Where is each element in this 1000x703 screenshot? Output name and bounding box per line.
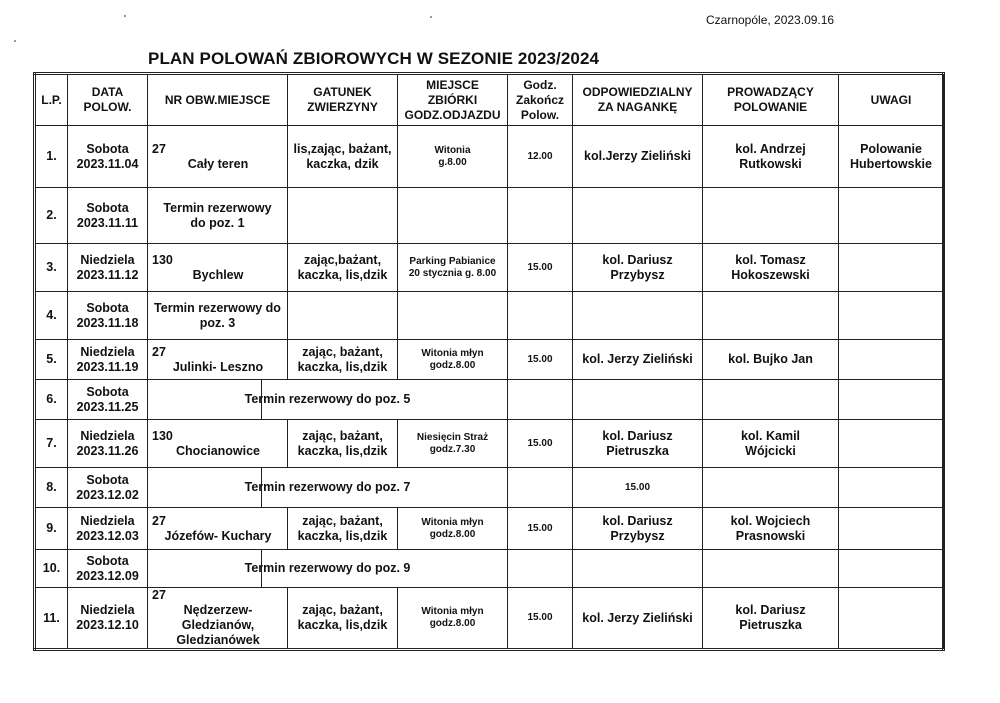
header-data: DATA POLOW. (68, 74, 148, 126)
meeting-point (508, 468, 573, 508)
row-number (35, 188, 68, 244)
row-number (35, 126, 68, 188)
hunt-date (68, 508, 148, 550)
hunt-leader (703, 340, 839, 380)
hunt-date-text: Sobota (86, 141, 129, 156)
meeting-point (398, 588, 508, 650)
header-gatunek: GATUNEK ZWIERZYNY (288, 74, 398, 126)
hunt-date (68, 380, 148, 420)
responsible (573, 126, 703, 188)
reserve-note (148, 188, 288, 244)
reserve-note (148, 380, 508, 420)
hunt-date (68, 420, 148, 468)
row-number (35, 468, 68, 508)
meeting-point-text: Parking Pabianice (409, 255, 496, 267)
row-number-text: 9. (46, 521, 57, 535)
hunt-date-text: Niedziela (80, 428, 135, 443)
reserve-note-text: Termin rezerwowy do poz. 7 (244, 480, 411, 494)
end-time-text: 15.00 (527, 522, 553, 534)
hunt-date-text: 2023.12.09 (76, 568, 139, 583)
area-place: Chocianowice (175, 443, 261, 458)
end-time (508, 292, 573, 340)
end-time-text: 15.00 (527, 353, 553, 365)
row-number (35, 340, 68, 380)
end-time-text: 12.00 (527, 150, 553, 162)
hunt-leader (703, 244, 839, 292)
responsible (573, 420, 703, 468)
meeting-point (398, 340, 508, 380)
species (288, 244, 398, 292)
species-text: kaczka, dzik (306, 156, 379, 171)
species (288, 420, 398, 468)
row-number-text: 7. (46, 436, 57, 450)
reserve-note-text: Termin rezerwowy do poz. 9 (244, 561, 411, 575)
hunt-date-text: Niedziela (80, 344, 135, 359)
reserve-note (148, 292, 288, 340)
row-number-text: 10. (42, 561, 61, 575)
area-number: 130 (152, 428, 173, 443)
area-number: 27 (152, 588, 166, 602)
remarks (839, 292, 944, 340)
scan-speck (430, 16, 432, 18)
hunt-date-text: 2023.11.18 (76, 315, 139, 330)
responsible-text: Pietruszka (606, 443, 669, 458)
row-number-text: 4. (46, 308, 57, 322)
row-number-text: 6. (46, 392, 57, 406)
hunt-leader-text: Hokoszewski (731, 267, 810, 282)
table-row (35, 468, 944, 508)
end-time (573, 550, 703, 588)
header-uwagi: UWAGI (839, 74, 944, 126)
hunt-leader-text: kol. Bujko Jan (728, 352, 813, 366)
species (288, 588, 398, 650)
responsible-text: kol. Dariusz (602, 252, 673, 267)
row-number (35, 508, 68, 550)
hunt-leader (839, 468, 944, 508)
cell-divider (261, 380, 262, 419)
hunt-date (68, 188, 148, 244)
meeting-point-text: godz.7.30 (429, 443, 476, 455)
hunt-leader-text: kol. Kamil (740, 428, 801, 443)
hunt-area (148, 588, 288, 650)
meeting-point-text: 20 stycznia g. 8.00 (408, 267, 497, 279)
remarks (839, 508, 944, 550)
species (288, 292, 398, 340)
hunt-leader-text: kol. Andrzej (735, 141, 806, 156)
responsible (703, 550, 839, 588)
hunt-leader (839, 380, 944, 420)
table-row (35, 508, 944, 550)
header-nr: NR OBW.MIEJSCE (148, 74, 288, 126)
meeting-point-text: godz.8.00 (429, 528, 476, 540)
species-text: kaczka, lis,dzik (297, 528, 388, 543)
end-time-text: 15.00 (527, 437, 553, 449)
row-number (35, 588, 68, 650)
end-time-text: 15.00 (624, 481, 651, 493)
hunt-leader (703, 588, 839, 650)
hunt-leader (703, 420, 839, 468)
area-number: 130 (152, 252, 173, 267)
responsible-text: kol. Jerzy Zieliński (582, 610, 693, 625)
responsible-text: kol. Jerzy Zieliński (582, 352, 693, 366)
end-time (573, 468, 703, 508)
hunt-date (68, 126, 148, 188)
hunt-date (68, 340, 148, 380)
meeting-point-text: Niesięcin Straż (416, 431, 489, 443)
responsible-text: kol. Dariusz (602, 428, 673, 443)
reserve-note-text: do poz. 1 (190, 215, 245, 230)
species (288, 126, 398, 188)
header-odpowiedzialny: ODPOWIEDZIALNY ZA NAGANKĘ (573, 74, 703, 126)
hunt-date-text: 2023.11.11 (76, 215, 139, 230)
area-place: Nędzerzew- Gledzianów, Gledzianówek (176, 603, 260, 647)
meeting-point-text: godz.8.00 (429, 359, 476, 371)
hunt-date (68, 244, 148, 292)
hunt-date-text: Sobota (86, 384, 129, 399)
meeting-point-text: Witonia młyn (421, 347, 484, 359)
species (288, 188, 398, 244)
header-lp: L.P. (35, 74, 68, 126)
species-text: zając, bażant, (302, 428, 383, 443)
hunt-date (68, 588, 148, 650)
row-number (35, 420, 68, 468)
species-text: kaczka, lis,dzik (297, 618, 388, 632)
responsible (573, 244, 703, 292)
area-place: Bychlew (192, 267, 244, 282)
meeting-point-text: g.8.00 (438, 156, 467, 168)
document-date: Czarnopóle, 2023.09.16 (706, 13, 835, 27)
table-row (35, 380, 944, 420)
table-row (35, 188, 944, 244)
responsible (573, 188, 703, 244)
meeting-point-text: Witonia młyn (421, 516, 484, 528)
reserve-note-text: poz. 3 (199, 315, 236, 330)
meeting-point (508, 380, 573, 420)
species-text: kaczka, lis,dzik (297, 359, 388, 374)
responsible-text: kol. Dariusz (602, 513, 673, 528)
cell-divider (261, 468, 262, 507)
responsible (573, 588, 703, 650)
row-number-text: 2. (46, 208, 57, 222)
hunt-leader-text: kol. Tomasz (735, 252, 806, 267)
end-time (508, 188, 573, 244)
hunt-leader (703, 126, 839, 188)
row-number-text: 3. (46, 260, 57, 274)
species-text: kaczka, lis,dzik (297, 443, 388, 458)
end-time (573, 380, 703, 420)
hunt-leader (703, 292, 839, 340)
hunt-leader (703, 508, 839, 550)
hunt-leader-text: Pietruszka (739, 618, 802, 632)
row-number (35, 380, 68, 420)
hunt-date-text: 2023.11.12 (76, 267, 139, 282)
hunting-plan-table (33, 72, 945, 651)
meeting-point (398, 188, 508, 244)
hunt-date-text: Niedziela (80, 252, 135, 267)
hunt-date-text: 2023.12.03 (76, 528, 139, 543)
meeting-point (398, 420, 508, 468)
hunt-date-text: 2023.12.10 (76, 618, 139, 632)
species (288, 340, 398, 380)
meeting-point (398, 292, 508, 340)
meeting-point-text: Witonia młyn (421, 606, 484, 617)
row-number (35, 244, 68, 292)
header-godz: Godz. Zakończ Polow. (508, 74, 573, 126)
reserve-note-text: Termin rezerwowy (163, 200, 272, 215)
table-row (35, 126, 944, 188)
responsible-text: Przybysz (610, 267, 665, 282)
hunt-leader-text: Rutkowski (739, 156, 802, 171)
hunt-date (68, 292, 148, 340)
meeting-point (398, 126, 508, 188)
row-number-text: 11. (43, 610, 60, 625)
reserve-note-text: Termin rezerwowy do (154, 300, 281, 315)
hunt-date-text: Sobota (86, 300, 129, 315)
end-time-text: 15.00 (527, 612, 553, 623)
hunt-date-text: 2023.11.25 (76, 399, 139, 414)
meeting-point (398, 508, 508, 550)
end-time (508, 508, 573, 550)
species-text: lis,zając, bażant, (293, 141, 392, 156)
species-text: zając,bażant, (303, 252, 382, 267)
area-number: 27 (152, 141, 166, 156)
row-number-text: 8. (46, 480, 57, 494)
header-prowadzacy: PROWADZĄCY POLOWANIE (703, 74, 839, 126)
hunt-area (148, 126, 288, 188)
remarks-text: Hubertowskie (850, 156, 932, 171)
reserve-note (148, 550, 508, 588)
row-number (35, 550, 68, 588)
remarks (839, 420, 944, 468)
end-time (508, 340, 573, 380)
hunt-date-text: Niedziela (80, 603, 135, 617)
end-time-text: 15.00 (527, 261, 553, 273)
remarks (839, 188, 944, 244)
hunt-date-text: 2023.11.19 (76, 359, 139, 374)
table-row (35, 588, 944, 650)
remarks (839, 588, 944, 650)
hunt-date (68, 468, 148, 508)
scan-speck (124, 15, 126, 17)
end-time (508, 126, 573, 188)
header-miejsce: MIEJSCE ZBIÓRKI GODZ.ODJAZDU (398, 74, 508, 126)
hunt-date-text: Sobota (86, 200, 129, 215)
species-text: zając, bażant, (302, 513, 383, 528)
hunt-leader (839, 550, 944, 588)
area-place: Józefów- Kuchary (164, 528, 272, 543)
document-title: PLAN POLOWAŃ ZBIOROWYCH W SEZONIE 2023/2024 (148, 49, 600, 68)
remarks (839, 244, 944, 292)
hunt-date-text: 2023.11.26 (76, 443, 139, 458)
responsible (573, 508, 703, 550)
hunt-date (68, 550, 148, 588)
hunt-leader-text: kol. Wojciech (730, 513, 811, 528)
remarks (839, 340, 944, 380)
end-time (508, 244, 573, 292)
reserve-note-text: Termin rezerwowy do poz. 5 (244, 392, 411, 406)
area-place: Julinki- Leszno (172, 359, 264, 374)
meeting-point-text: Witonia (434, 144, 471, 156)
area-number: 27 (152, 344, 166, 359)
end-time (508, 420, 573, 468)
meeting-point (398, 244, 508, 292)
meeting-point (508, 550, 573, 588)
responsible-text: kol.Jerzy Zieliński (584, 149, 691, 163)
responsible (573, 340, 703, 380)
table-row (35, 292, 944, 340)
hunt-date-text: Sobota (86, 553, 129, 568)
species (288, 508, 398, 550)
cell-divider (261, 550, 262, 587)
species-text: zając, bażant, (302, 344, 383, 359)
responsible (703, 468, 839, 508)
header-row (35, 74, 944, 126)
table-row (35, 420, 944, 468)
hunt-leader-text: Wójcicki (745, 443, 796, 458)
table-body (35, 126, 944, 650)
hunt-area (148, 340, 288, 380)
hunt-date-text: 2023.12.02 (76, 487, 139, 502)
remarks (839, 126, 944, 188)
row-number-text: 1. (46, 149, 57, 163)
area-place: Cały teren (187, 156, 249, 171)
row-number (35, 292, 68, 340)
remarks-text: Polowanie (860, 141, 922, 156)
table-row (35, 244, 944, 292)
end-time (508, 588, 573, 650)
hunt-area (148, 508, 288, 550)
responsible (573, 292, 703, 340)
species-text: zając, bażant, (302, 603, 383, 617)
reserve-note (148, 468, 508, 508)
hunt-area (148, 244, 288, 292)
scan-speck (14, 40, 16, 42)
hunt-date-text: Niedziela (80, 513, 135, 528)
hunt-date-text: Sobota (86, 472, 129, 487)
table-row (35, 550, 944, 588)
row-number-text: 5. (46, 352, 57, 366)
responsible-text: Przybysz (610, 528, 665, 543)
species-text: kaczka, lis,dzik (297, 267, 388, 282)
responsible (703, 380, 839, 420)
hunt-area (148, 420, 288, 468)
hunt-date-text: 2023.11.04 (76, 156, 139, 171)
hunt-leader-text: kol. Dariusz (735, 603, 806, 617)
table-row (35, 340, 944, 380)
hunt-leader (703, 188, 839, 244)
hunt-leader-text: Prasnowski (735, 528, 806, 543)
area-number: 27 (152, 513, 166, 528)
meeting-point-text: godz.8.00 (429, 618, 476, 629)
